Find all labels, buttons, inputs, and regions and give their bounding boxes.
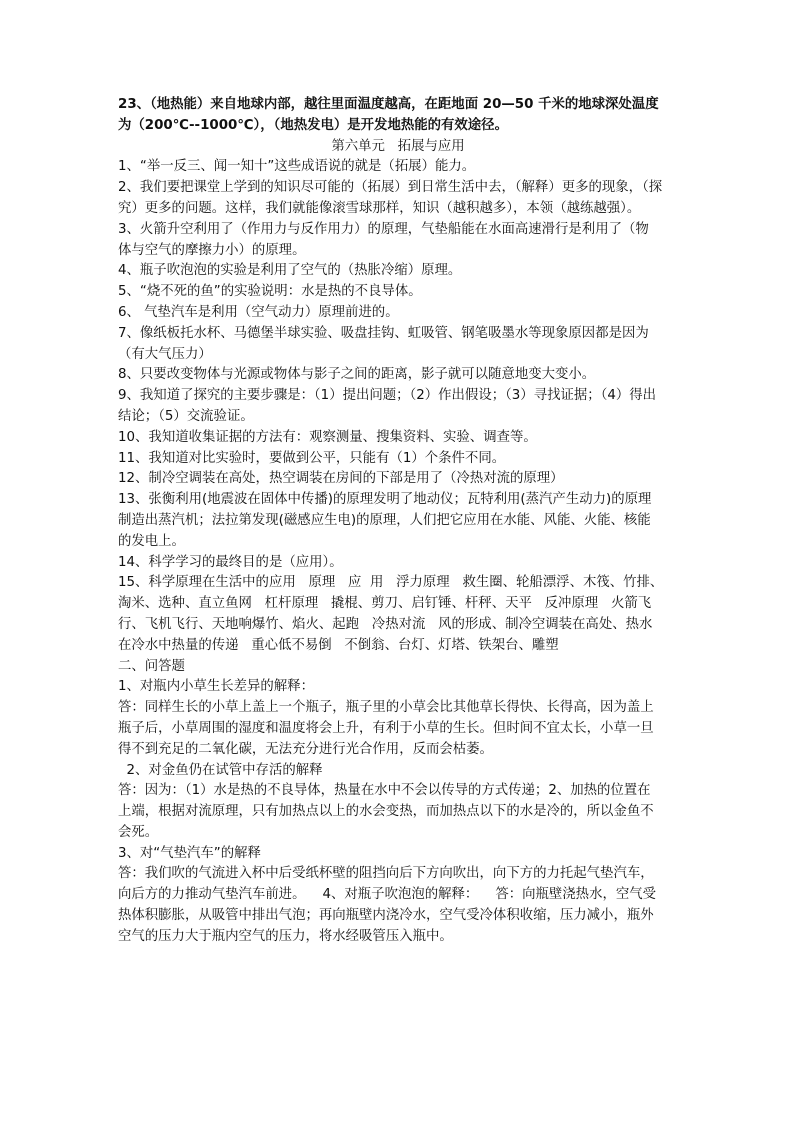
- text-line: 10、我知道收集证据的方法有：观察测量、搜集资料、实验、调查等。: [118, 429, 537, 445]
- text-line: 7、像纸板托水杯、马德堡半球实验、吸盘挂钩、虹吸管、钢笔吸墨水等现象原因都是因为: [118, 325, 649, 341]
- unit-title: 第六单元 拓展与应用: [331, 138, 465, 154]
- item-5: [118, 282, 678, 303]
- text-line: 向后方的力推动气垫汽车前进。 4、对瓶子吹泡泡的解释： 答：向瓶壁浇热水，空气受: [118, 887, 657, 903]
- text-line: 1、对瓶内小草生长差异的解释：: [118, 679, 314, 695]
- text-line: 6、 气垫汽车是利用（空气动力）原理前进的。: [118, 304, 399, 320]
- text-line: 2、对金鱼仍在试管中存活的解释: [118, 762, 323, 778]
- text-line: 空气的压力大于瓶内空气的压力，将水经吸管压入瓶中。: [118, 928, 453, 944]
- qa-2: [118, 761, 678, 844]
- item-6: [118, 303, 678, 324]
- text-line: 上端，根据对流原理，只有加热点以上的水会变热，而加热点以下的水是冷的，所以金鱼不: [118, 804, 654, 820]
- text-line: 答：同样生长的小草上盖上一个瓶子，瓶子里的小草会比其他草长得快、长得高，因为盖上: [118, 700, 654, 716]
- text-line: 瓶子后，小草周围的湿度和温度将会上升，有利于小草的生长。但时间不宜太长，小草一旦: [118, 720, 654, 736]
- text-line: 5、“烧不死的鱼”的实验说明：水是热的不良导体。: [118, 284, 422, 300]
- text-line: 的发电上。: [118, 533, 185, 549]
- qa-3: [118, 844, 678, 948]
- text-line: 4、瓶子吹泡泡的实验是利用了空气的（热胀冷缩）原理。: [118, 263, 462, 279]
- item-7: [118, 324, 678, 366]
- text-line: 究）更多的问题。这样，我们就能像滚雪球那样，知识（越积越多），本领（越练越强）。: [118, 200, 641, 216]
- item-3: [118, 220, 678, 262]
- text-line: 3、对“气垫汽车”的解释: [118, 845, 261, 861]
- qa-1: [118, 677, 678, 760]
- text-line: 行、飞机飞行、天地响爆竹、焰火、起跑 冷热对流 风的形成、制冷空调装在高处、热水: [118, 616, 653, 632]
- text-line: 为（200℃--1000℃），（地热发电）是开发地热能的有效途径。: [118, 117, 508, 133]
- text-line: 答：我们吹的气流进入杯中后受纸杯壁的阻挡向后下方向吹出，向下方的力托起气垫汽车，: [118, 866, 654, 882]
- document-body: [118, 95, 678, 948]
- item-15: [118, 573, 678, 656]
- text-line: 11、我知道对比实验时，要做到公平，只能有（1）个条件不同。: [118, 450, 506, 466]
- text-line: 在冷水中热量的传递 重心低不易倒 不倒翁、台灯、灯塔、铁架台、雕塑: [118, 637, 559, 653]
- item-23-paragraph: [118, 95, 678, 137]
- item-10: [118, 428, 678, 449]
- text-line: 制造出蒸汽机；法拉第发现(磁感应生电)的原理，人们把它应用在水能、风能、火能、核能: [118, 512, 651, 528]
- item-2: [118, 178, 678, 220]
- text-line: 体与空气的摩擦力小）的原理。: [118, 242, 306, 258]
- text-line: 13、张衡利用(地震波在固体中传播)的原理发明了地动仪；瓦特利用(蒸汽产生动力)的原理: [118, 492, 652, 508]
- text-line: 9、我知道了探究的主要步骤是：（1）提出问题；（2）作出假设；（3）寻找证据；（4）得出: [118, 388, 657, 404]
- text-line: 得不到充足的二氧化碳，无法充分进行光合作用，反而会枯萎。: [118, 741, 493, 757]
- text-line: 3、火箭升空利用了（作用力与反作用力）的原理，气垫船能在水面高速滑行是利用了（物: [118, 221, 649, 237]
- text-line: 1、“举一反三、闻一知十”这些成语说的就是（拓展）能力。: [118, 159, 476, 175]
- text-line: 12、制冷空调装在高处，热空调装在房间的下部是用了（冷热对流的原理）: [118, 471, 564, 487]
- item-11: [118, 449, 678, 470]
- item-14: [118, 553, 678, 574]
- text-line: 热体积膨胀，从吸管中排出气泡；再向瓶壁内浇冷水，空气受冷体积收缩，压力减小，瓶外: [118, 908, 654, 924]
- text-line: 淘米、选种、直立鱼网 杠杆原理 撬棍、剪刀、启钉锤、杆秤、天平 反冲原理 火箭飞: [118, 596, 652, 612]
- text-line: 会死。: [118, 824, 159, 840]
- text-line: 8、只要改变物体与光源或物体与影子之间的距离，影子就可以随意地变大变小。: [118, 367, 596, 383]
- item-1: [118, 157, 678, 178]
- text-line: 15、科学原理在生活中的应用 原理 应 用 浮力原理 救生圈、轮船漂浮、木筏、竹排、: [118, 575, 664, 591]
- text-line: 14、科学学习的最终目的是（应用）。: [118, 554, 343, 570]
- item-9: [118, 386, 678, 428]
- text-line: 答：因为：（1）水是热的不良导体，热量在水中不会以传导的方式传递；2、加热的位置在: [118, 783, 651, 799]
- text-line: 2、我们要把课堂上学到的知识尽可能的（拓展）到日常生活中去，（解释）更多的现象，（探: [118, 180, 663, 196]
- item-4: [118, 261, 678, 282]
- item-13: [118, 490, 678, 552]
- text-line: 23、（地热能）来自地球内部，越往里面温度越高，在距地面 20—50 千米的地球深处温度: [118, 97, 659, 112]
- text-line: （有大气压力）: [118, 346, 212, 362]
- item-12: [118, 469, 678, 490]
- text-line: 结论；（5）交流验证。: [118, 408, 254, 424]
- item-8: [118, 365, 678, 386]
- section-2-title: 二、问答题: [118, 658, 185, 674]
